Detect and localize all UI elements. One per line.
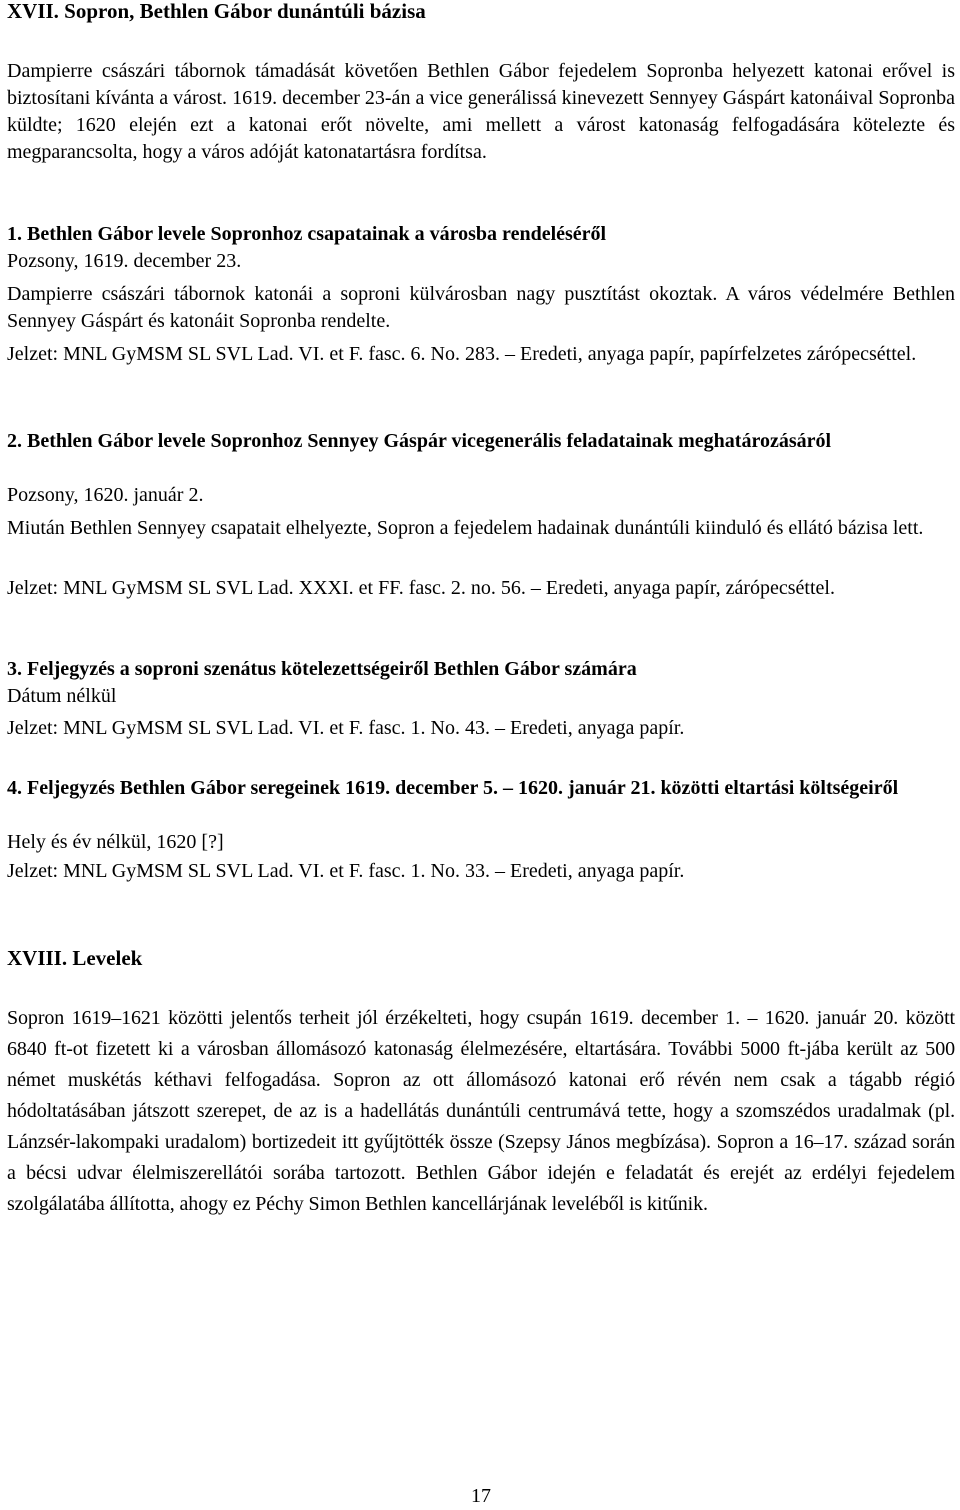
chapter-18-title: XVIII. Levelek	[7, 946, 143, 970]
item-3-signature: Jelzet: MNL GyMSM SL SVL Lad. VI. et F. fasc. 1. No. 43. – Eredeti, anyaga papír.	[7, 717, 685, 739]
item-2-signature: Jelzet: MNL GyMSM SL SVL Lad. XXXI. et FF. fasc. 2. no. 56. – Eredeti, anyaga papír, zárópecséttel.	[7, 577, 835, 599]
page-number: 17	[471, 1485, 491, 1507]
item-4-signature: Jelzet: MNL GyMSM SL SVL Lad. VI. et F. fasc. 1. No. 33. – Eredeti, anyaga papír.	[7, 860, 685, 882]
item-2-date: Pozsony, 1620. január 2.	[7, 484, 204, 506]
item-1-date: Pozsony, 1619. december 23.	[7, 250, 242, 272]
item-4-date: Hely és év nélkül, 1620 [?]	[7, 831, 224, 853]
item-4-title: 4. Feljegyzés Bethlen Gábor seregeinek 1619. december 5. – 1620. január 21. közötti eltartási költségeiről	[7, 777, 899, 799]
item-1-summary: Dampierre császári tábornok katonái a soproni külvárosban nagy pusztítást okoztak. A város védelmére Bethlen Sennyey Gáspárt és katonáit Sopronba rendelte.	[7, 283, 955, 332]
chapter-17-intro: Dampierre császári tábornok támadását követően Bethlen Gábor fejedelem Sopronba helyezett katonai erővel is biztosítani kívánta a várost. 1619. december 23-án a vice generálissá kinevezett Sennyey Gáspárt katonáival Sopronba küldte; 1620 elején ezt a katonai erőt növelte, ami mellett a várost katonaság felfogadására kötelezte és megparancsolta, hogy a város adóját katonatartásra fordítsa.	[7, 60, 955, 163]
chapter-18-body: Sopron 1619–1621 közötti jelentős terheit jól érzékelteti, hogy csupán 1619. december 1. – 1620. január 20. között 6840 ft-ot fizetett ki a városban állomásozó katonaság élelmezésére, eltartására. További 5000 ft-jába került az 500 német muskétás kéthavi felfogadása. Sopron az ott állomásozó katonai erő révén nem csak a tágabb régió hódoltatásában játszott szerepet, de az is a hadellátás dunántúli centrumává tette, hogy a szomszédos uradalmak (pl. Lánzsér-lakompaki uradalom) bortizedeit itt gyűjtötték össze (Szepsy János megbízása). Sopron a 16–17. század során a bécsi udvar élelmiszerellátói sorába tartozott. Bethlen Gábor idején e feladatát és erejét az erdélyi fejedelem szolgálatába állította, ahogy ez Péchy Simon Bethlen kancellárjának leveléből is kitűnik.	[7, 1007, 955, 1215]
item-2-summary: Miután Bethlen Sennyey csapatait elhelyezte, Sopron a fejedelem hadainak dunántúli kiinduló és ellátó bázisa lett.	[7, 517, 924, 539]
item-1-title: 1. Bethlen Gábor levele Sopronhoz csapatainak a városba rendeléséről	[7, 223, 607, 245]
item-3-date: Dátum nélkül	[7, 685, 117, 707]
chapter-17-title: XVII. Sopron, Bethlen Gábor dunántúli bázisa	[7, 0, 426, 23]
item-3-title: 3. Feljegyzés a soproni szenátus kötelezettségeiről Bethlen Gábor számára	[7, 658, 637, 680]
item-1-signature: Jelzet: MNL GyMSM SL SVL Lad. VI. et F. fasc. 6. No. 283. – Eredeti, anyaga papír, papírfelzetes zárópecséttel.	[7, 343, 917, 365]
item-2-title: 2. Bethlen Gábor levele Sopronhoz Sennyey Gáspár vicegenerális feladatainak meghatározásáról	[7, 430, 832, 452]
